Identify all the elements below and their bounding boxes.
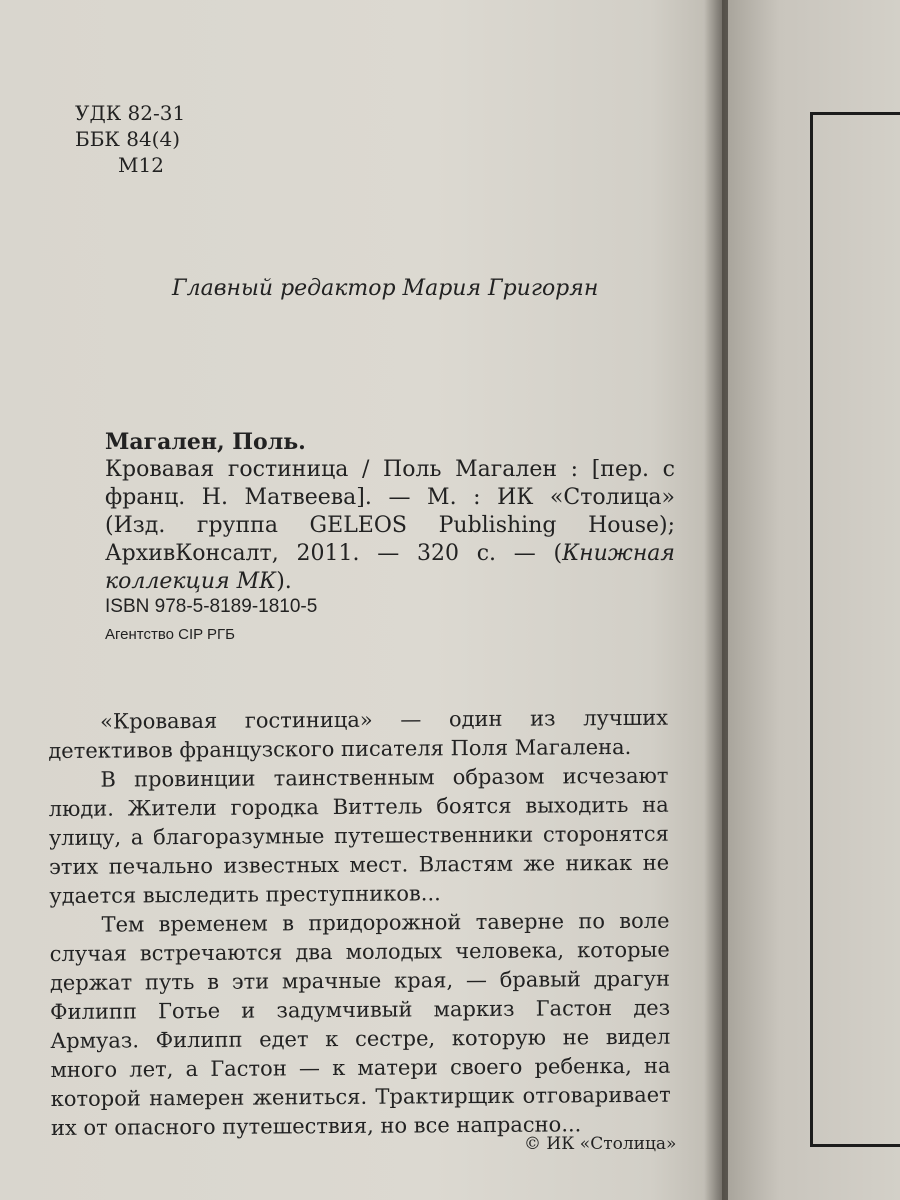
- udk-code: УДК 82-31: [75, 101, 186, 125]
- annotation: [48, 704, 671, 1143]
- chief-editor: Главный редактор Мария Григорян: [172, 276, 599, 301]
- bbk-code: ББК 84(4): [75, 127, 181, 151]
- bibliographic-record: [105, 428, 675, 596]
- isbn: ISBN 978-5-8189-1810-5: [105, 596, 318, 617]
- bib-author: Магален, Поль.: [105, 429, 306, 455]
- bib-series: Книжная коллекция МК: [105, 541, 675, 594]
- cip-agency: Агентство CIP РГБ: [105, 626, 236, 643]
- bib-description-end: ).: [276, 569, 292, 594]
- bib-description-text: Кровавая гостиница / Поль Магален : [пер. с франц. Н. Матвеева]. — М. : ИК «Столица» (Изд. группа GELEOS Publishing House); АрхивКонсалт, 2011. — 320 с. — (: [105, 457, 675, 566]
- classification-block: [75, 100, 185, 178]
- copyright: © ИК «Столица»: [524, 1134, 677, 1154]
- annotation-paragraph: «Кровавая гостиница» — один из лучших детективов французского писателя Поля Магалена.: [48, 705, 669, 763]
- author-mark: М12: [118, 153, 164, 177]
- bib-description: [105, 456, 675, 596]
- facing-page-frame: [810, 112, 900, 1147]
- annotation-paragraph: Тем временем в придорожной таверне по воле случая встречаются два молодых человека, которые держат путь в эти мрачные края, — бравый драгун Филипп Готье и задумчивый маркиз Гастон дез Армуаз. Филипп едет к сестре, которую не видел много лет, а Гастон — к матери своего ребенка, на которой намерен жениться. Трактирщик отговаривает их от опасного путешествия, но все напрасно...: [49, 908, 671, 1140]
- facing-page: [728, 0, 900, 1200]
- annotation-paragraph: В провинции таинственным образом исчезают люди. Жители городка Виттель боятся выходить на улицу, а благоразумные путешественники сторонятся этих печально известных мест. Властям же никак не удается выследить преступников...: [48, 763, 670, 908]
